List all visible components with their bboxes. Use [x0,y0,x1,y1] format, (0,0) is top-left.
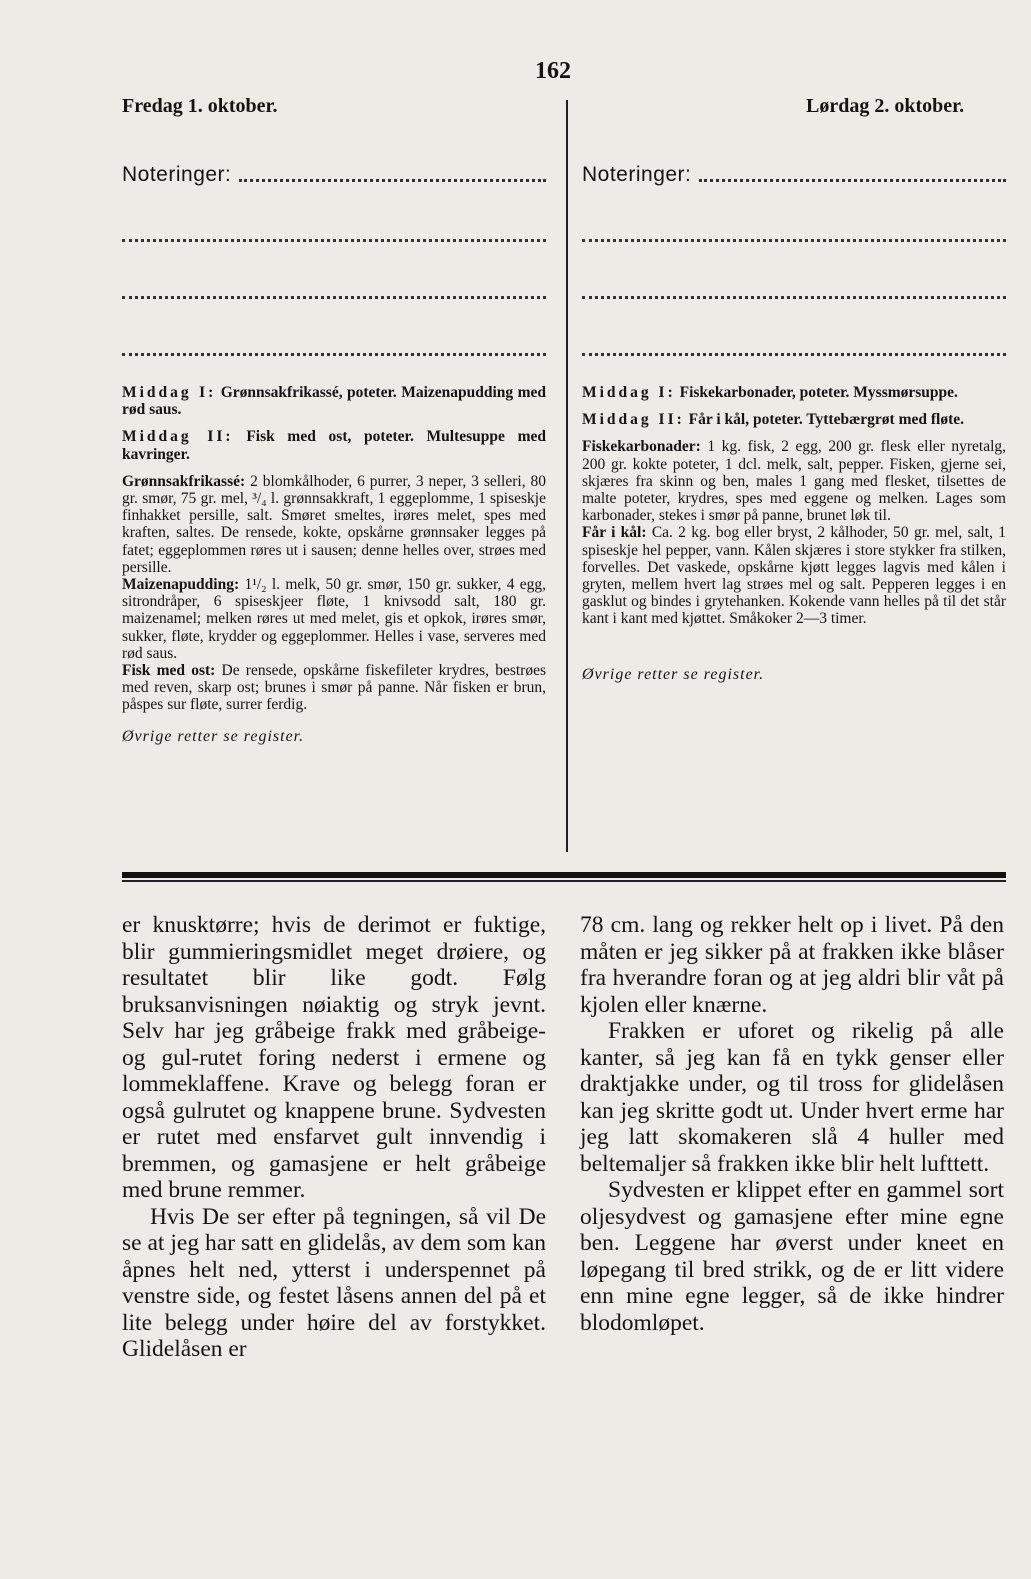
column-divider [566,100,568,852]
article-paragraph: 78 cm. lang og rekker helt op i livet. På den måten er jeg sikker på at frakken ikke blåser fra hverandre foran og at jeg aldri blir våt på kjolen eller knærne. [580,912,1004,1018]
other-dishes-note: Øvrige retter se register. [582,665,765,683]
notes-line[interactable] [122,339,546,356]
article-paragraph: er knusktørre; hvis de derimot er fuktige, blir gummieringsmidlet meget drøiere, og resultatet blir like godt. Følg bruksanvisningen nøiaktig og stryk jevnt. Selv har jeg gråbeige frakk med gråbeige- og gul-rutet foring nederst i ermene og lommeklaffene. Krave og belegg foran er også gulrutet og knappene brune. Sydvesten er rutet med ensfarvet gult innvendig i bremmen, og gamasjene er helt gråbeige med brune remmer. [122,912,546,1203]
day-title-saturday: Lørdag 2. oktober. [806,95,965,117]
notes-line[interactable] [122,225,546,242]
notes-line[interactable] [699,179,1006,182]
recipe-text: Grønnsakfrikassé: 2 blomkålhoder, 6 purrer, 3 neper, 3 selleri, 80 gr. smør, 75 gr. mel, ³/₄ l. grønnsakkraft, 1 eggeplomme, 1 spiseskje finhakket persille, salt. Smøret smeltes, irøres melet, spes med kraften, saltes. De rensede, kokte, opskårne grønnsaker legges på fatet; eggeplommen røres ut i sausen; denne helles over, strøes med persille. [122,472,547,576]
middag-1: Middag I: Grønnsakfrikassé, poteter. Maizenapudding med rød saus. [122,384,547,419]
article-paragraph: Hvis De ser efter på tegningen, så vil De se at jeg har satt en glidelås, av dem som kan åpnes helt ned, ytterst i underspennet på venstre side, og festet låsens annen del på et lite belegg under høire del av forstykket. Glidelåsen er [122,1203,546,1362]
article-column-left [122,912,546,1363]
article-column-right [580,912,1004,1336]
horizontal-rule [122,872,1006,878]
recipe-text: Får i kål: Ca. 2 kg. bog eller bryst, 2 kålhoder, 50 gr. mel, salt, 1 spiseskje hel pepper, vann. Kålen skjæres i store stykker fra stilken, forvelles. Det vaskede, opskårne kjøtt legges lagvis med kålen i gryten, mellem hvert lag strøes mel og salt. Pepperen legges i en gasklut og bindes i grytehanken. Kokende vann helles på til det står kant i kant med kjøttet. Småkoker 2—3 timer. [582,524,1006,628]
article-paragraph: Frakken er uforet og rikelig på alle kanter, så jeg kan få en tykk genser eller draktjakke under, og til tross for glidelåsen kan jeg skritte godt ut. Under hvert erme har jeg latt skomakeren slå 4 huller med beltemaljer så frakken ikke blir helt lufttett. [580,1018,1004,1177]
notes-line[interactable] [582,339,1006,356]
recipe-text: Maizenapudding: 1¹/₂ l. melk, 50 gr. smør, 150 gr. sukker, 4 egg, sitrondråper, 6 spiseskjeer fløte, 1 knivsodd salt, 180 gr. maizenamel; melken røres ut med melet, gis et opkok, irøres smør, sukker, fløte, krydder og eggeplommer. Helles i vase, serveres med rød saus. [122,576,546,662]
middag-2: Middag II: Får i kål, poteter. Tyttebærgrøt med fløte. [582,411,965,429]
notes-line[interactable] [239,179,546,182]
recipes-left [122,384,546,745]
notes-section-right [582,163,1006,356]
notes-label: Noteringer: [582,163,692,186]
recipe-text: Fisk med ost: De rensede, opskårne fiskefileter krydres, bestrøes med reven, skarp ost; brunes i smør på panne. Når fisken er brun, påspes sur fløte, surrer ferdig. [122,662,546,714]
horizontal-rule [122,880,1006,882]
notes-label: Noteringer: [122,163,232,186]
middag-1: Middag I: Fiskekarbonader, poteter. Myssmørsuppe. [582,384,958,401]
page-number: 162 [535,58,571,84]
recipes-right [582,384,1006,683]
other-dishes-note: Øvrige retter se register. [122,727,305,745]
middag-2: Middag II: Fisk med ost, poteter. Multesuppe med kavringer. [122,428,547,463]
notes-line[interactable] [582,225,1006,242]
notes-line[interactable] [582,282,1006,299]
notes-line[interactable] [122,282,546,299]
notes-section-left [122,163,546,356]
day-title-friday: Fredag 1. oktober. [122,95,278,117]
article-paragraph: Sydvesten er klippet efter en gammel sort oljesydvest og gamasjene efter mine egne ben. Leggene har øverst under kneet en løpegang til bred strikk, og de er litt videre enn mine egne legger, så de ikke hindrer blodomløpet. [580,1177,1004,1336]
recipe-text: Fiskekarbonader: 1 kg. fisk, 2 egg, 200 gr. flesk eller nyretalg, 200 gr. kokte poteter, 1 dcl. melk, salt, pepper. Fisken, gjerne sei, skjæres fra skinn og ben, males 1 gang med flesket, tilsettes de malte poteter, krydres, spes med eggene og melken. Lages som karbonader, stekes i smør på panne, brunet løk til. [582,438,1007,525]
